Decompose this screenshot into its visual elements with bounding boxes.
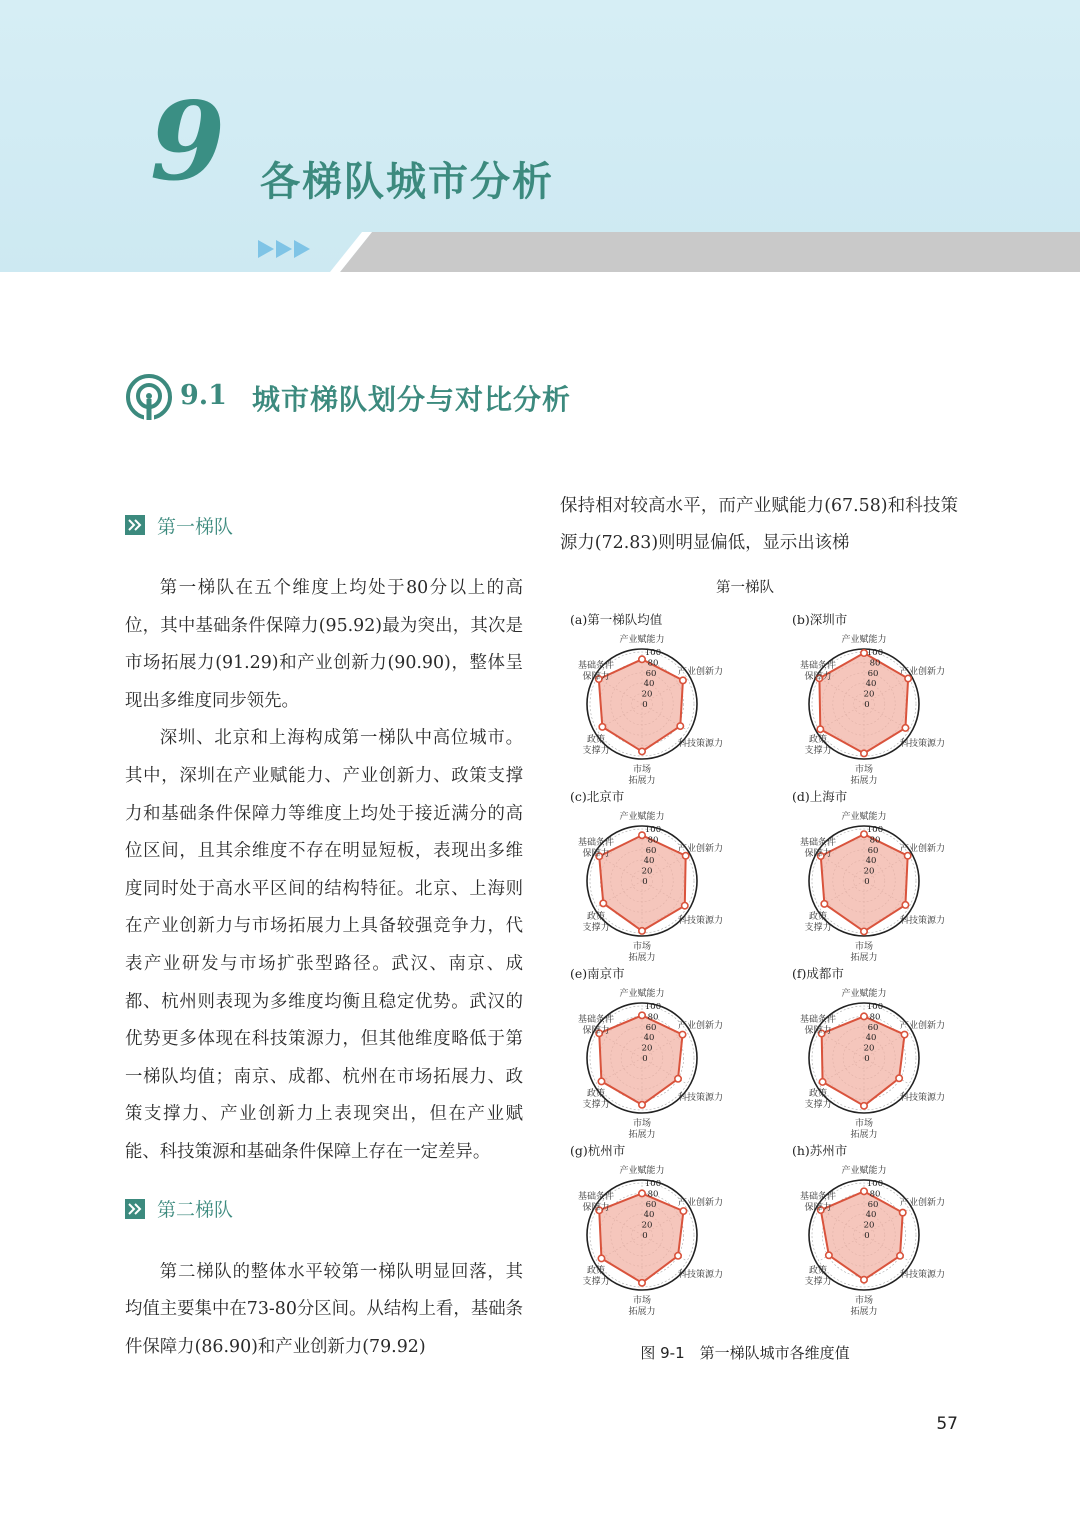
radar-tick-label: 60 (867, 1022, 879, 1033)
radar-tick-label: 100 (866, 1002, 884, 1012)
paragraph-1: 第一梯队在五个维度上均处于80分以上的高位，其中基础条件保障力(95.92)最为突出，其次是市场拓展力(91.29)和产业创新力(90.90)，整体呈现出多维度同步领先。 (125, 578, 523, 711)
radar-axis-label: 政策 (586, 1266, 606, 1276)
radar-tick-label: 60 (645, 1022, 657, 1033)
radar-tick-label: 20 (641, 1220, 653, 1231)
radar-panel-label: (c)北京市 (570, 789, 625, 804)
radar-tick-label: 80 (869, 1189, 881, 1200)
radar-axis-label: 科技策源力 (900, 916, 946, 926)
radar-axis-label: 科技策源力 (678, 739, 724, 749)
radar-data-point (861, 750, 867, 756)
radar-axis-label: 保障力 (582, 1026, 610, 1036)
radar-data-point (897, 1253, 903, 1259)
paragraph-2: 深圳、北京和上海构成第一梯队中高位城市。其中，深圳在产业赋能力、产业创新力、政策支撑力和基础条件保障力等维度上均处于接近满分的高位区间，且其余维度不存在明显短板，表现出多维度同时处于高水平区间的结构特征。北京、上海则在产业创新力与市场拓展力上具备较强竞争力，代表产业研发与市场扩张型路径。武汉、南京、成都、杭州则表现为多维度均衡且稳定优势。武汉的优势更多体现在科技策源力，但其他维度略低于第一梯队均值；南京、成都、杭州在市场拓展力、政策支撑力、产业创新力上表现突出，但在产业赋能、科技策源和基础条件保障上存在一定差异。 (125, 728, 523, 1162)
radar-tick-label: 80 (647, 1012, 659, 1023)
radar-data-point (600, 900, 606, 906)
radar-axis-label: 拓展力 (628, 1307, 656, 1317)
subheading-tier2-label: 第二梯队 (157, 1199, 234, 1221)
radar-panel-label: (b)深圳市 (792, 612, 848, 627)
radar-data-point (680, 677, 686, 683)
radar-tick-label: 20 (641, 1043, 653, 1054)
section-number: 9.1 (180, 380, 227, 411)
radar-axis-label: 市场 (854, 942, 874, 952)
radar-data-point (900, 1209, 906, 1215)
location-pin-icon (124, 372, 174, 422)
radar-axis-label: 保障力 (582, 1203, 610, 1213)
radar-panel-label: (e)南京市 (570, 966, 625, 981)
radar-data-point (821, 901, 827, 907)
radar-panel (570, 966, 723, 1140)
radar-axis-label: 基础条件 (799, 1015, 837, 1025)
radar-tick-label: 40 (865, 1210, 877, 1221)
radar-axis-label: 产业创新力 (678, 1021, 724, 1031)
radar-data-point (861, 1103, 867, 1109)
radar-tick-label: 100 (644, 1002, 662, 1012)
radar-axis-label: 产业创新力 (678, 844, 724, 854)
radar-tick-label: 100 (866, 1179, 884, 1189)
radar-tick-label: 0 (864, 1054, 870, 1064)
radar-tick-label: 20 (863, 866, 875, 877)
radar-panel (792, 789, 945, 963)
radar-axis-label: 基础条件 (577, 661, 615, 671)
radar-axis-label: 支撑力 (582, 1100, 610, 1110)
radar-data-point (639, 1102, 645, 1108)
radar-tick-label: 0 (642, 1054, 648, 1064)
radar-axis-label: 产业赋能力 (841, 635, 887, 645)
radar-axis-label: 政策 (586, 735, 606, 745)
figure-caption: 图 9-1 第一梯队城市各维度值 (640, 1344, 850, 1362)
radar-panel (792, 1143, 945, 1317)
radar-axis-label: 拓展力 (850, 1307, 878, 1317)
radar-data-point (639, 1190, 645, 1196)
radar-axis-label: 拓展力 (628, 1130, 656, 1140)
radar-data-point (902, 725, 908, 731)
radar-tick-label: 0 (864, 1231, 870, 1241)
left-column (125, 508, 523, 1366)
radar-axis-label: 保障力 (804, 1026, 832, 1036)
radar-axis-label: 拓展力 (628, 953, 656, 963)
radar-tick-label: 100 (644, 1179, 662, 1189)
radar-tick-label: 40 (865, 679, 877, 690)
radar-tick-label: 20 (863, 689, 875, 700)
radar-tick-label: 20 (863, 1043, 875, 1054)
radar-panel (792, 966, 945, 1140)
radar-axis-label: 支撑力 (582, 923, 610, 933)
radar-axis-label: 产业赋能力 (841, 812, 887, 822)
radar-axis-label: 产业创新力 (900, 1198, 946, 1208)
paragraph-3: 第二梯队的整体水平较第一梯队明显回落，其均值主要集中在73-80分区间。从结构上看，基础条件保障力(86.90)和产业创新力(79.92) (125, 1261, 523, 1357)
radar-axis-label: 科技策源力 (900, 1270, 946, 1280)
radar-axis-label: 保障力 (804, 849, 832, 859)
radar-axis-label: 基础条件 (577, 838, 615, 848)
radar-axis-label: 产业创新力 (678, 1198, 724, 1208)
radar-axis-label: 市场 (854, 765, 874, 775)
radar-axis-label: 政策 (808, 735, 828, 745)
radar-panel-label: (h)苏州市 (792, 1143, 848, 1158)
radar-tick-label: 20 (641, 866, 653, 877)
radar-data-point (819, 1079, 825, 1085)
radar-tick-label: 100 (866, 825, 884, 835)
radar-axis-label: 基础条件 (577, 1192, 615, 1202)
radar-axis-label: 保障力 (804, 672, 832, 682)
radar-tick-label: 40 (865, 856, 877, 867)
radar-data-point (826, 1252, 832, 1258)
radar-tick-label: 100 (644, 648, 662, 658)
chapter-number: 9 (150, 79, 226, 205)
radar-axis-label: 基础条件 (799, 661, 837, 671)
radar-tick-label: 60 (867, 1199, 879, 1210)
radar-data-point (861, 1277, 867, 1283)
radar-data-point (861, 928, 867, 934)
radar-axis-label: 科技策源力 (900, 1093, 946, 1103)
radar-series-area (821, 1191, 903, 1279)
radar-tick-label: 60 (867, 668, 879, 679)
radar-axis-label: 市场 (632, 1296, 652, 1306)
radar-axis-label: 产业赋能力 (841, 989, 887, 999)
radar-axis-label: 基础条件 (799, 1192, 837, 1202)
radar-axis-label: 产业创新力 (678, 667, 724, 677)
radar-tick-label: 60 (867, 845, 879, 856)
radar-axis-label: 支撑力 (804, 746, 832, 756)
radar-axis-label: 产业创新力 (900, 667, 946, 677)
radar-data-point (639, 928, 645, 934)
banner-stripe (0, 232, 1080, 272)
radar-data-point (639, 1280, 645, 1286)
radar-panel-label: (f)成都市 (792, 966, 844, 981)
radar-axis-label: 科技策源力 (900, 739, 946, 749)
radar-tick-label: 40 (643, 1210, 655, 1221)
radar-data-point (677, 723, 683, 729)
radar-axis-label: 政策 (808, 1089, 828, 1099)
radar-data-point (682, 903, 688, 909)
radar-tick-label: 80 (869, 835, 881, 846)
radar-axis-label: 市场 (854, 1296, 874, 1306)
radar-axis-label: 支撑力 (582, 1277, 610, 1287)
radar-panel (570, 1143, 723, 1317)
radar-axis-label: 政策 (586, 1089, 606, 1099)
radar-data-point (817, 726, 823, 732)
radar-tick-label: 20 (641, 689, 653, 700)
radar-axis-label: 政策 (808, 1266, 828, 1276)
subheading-tier2 (125, 1192, 523, 1226)
radar-axis-label: 拓展力 (850, 953, 878, 963)
radar-tick-label: 40 (865, 1033, 877, 1044)
radar-axis-label: 产业赋能力 (619, 635, 665, 645)
radar-axis-label: 支撑力 (804, 1100, 832, 1110)
chapter-title: 各梯队城市分析 (260, 159, 554, 205)
radar-axis-label: 市场 (854, 1119, 874, 1129)
radar-axis-label: 保障力 (804, 1203, 832, 1213)
radar-panel (570, 789, 723, 963)
radar-series-area (822, 1016, 905, 1105)
radar-data-point (902, 902, 908, 908)
triple-arrow-icon (258, 238, 318, 260)
radar-axis-label: 产业创新力 (900, 844, 946, 854)
radar-data-point (675, 1253, 681, 1259)
radar-axis-label: 市场 (632, 1119, 652, 1129)
page-number: 57 (936, 1414, 958, 1434)
radar-axis-label: 拓展力 (628, 776, 656, 786)
radar-data-point (680, 1208, 686, 1214)
radar-axis-label: 市场 (632, 765, 652, 775)
radar-data-point (901, 1031, 907, 1037)
subheading-tier1-label: 第一梯队 (157, 515, 234, 538)
radar-axis-label: 支撑力 (804, 923, 832, 933)
radar-axis-label: 产业赋能力 (619, 1166, 665, 1176)
radar-tick-label: 20 (863, 1220, 875, 1231)
radar-tick-label: 80 (869, 1012, 881, 1023)
radar-axis-label: 保障力 (582, 849, 610, 859)
radar-tick-label: 100 (644, 825, 662, 835)
radar-tick-label: 60 (645, 845, 657, 856)
radar-data-point (861, 1188, 867, 1194)
radar-tick-label: 60 (645, 1199, 657, 1210)
radar-axis-label: 拓展力 (850, 776, 878, 786)
right-column-text: 保持相对较高水平，而产业赋能力(67.58)和科技策源力(72.83)则明显偏低，显示出该梯 (560, 496, 958, 553)
radar-axis-label: 市场 (632, 942, 652, 952)
radar-tick-label: 60 (645, 668, 657, 679)
radar-axis-label: 科技策源力 (678, 1270, 724, 1280)
radar-data-point (598, 1078, 604, 1084)
radar-tick-label: 100 (866, 648, 884, 658)
radar-tick-label: 80 (647, 835, 659, 846)
chapter-banner (0, 0, 1080, 272)
section-title: 城市梯队划分与对比分析 (252, 383, 572, 416)
radar-data-point (861, 1013, 867, 1019)
radar-axis-label: 科技策源力 (678, 1093, 724, 1103)
radar-series-area (599, 1015, 682, 1104)
radar-panel (570, 612, 723, 786)
radar-data-point (598, 1255, 604, 1261)
radar-axis-label: 基础条件 (799, 838, 837, 848)
radar-panel-label: (g)杭州市 (570, 1143, 626, 1158)
radar-tick-label: 40 (643, 679, 655, 690)
radar-axis-label: 拓展力 (850, 1130, 878, 1140)
radar-panel-label: (a)第一梯队均值 (570, 612, 663, 627)
radar-tick-label: 80 (647, 658, 659, 669)
radar-data-point (675, 1076, 681, 1082)
radar-data-point (599, 724, 605, 730)
subheading-tier1 (125, 508, 523, 542)
radar-axis-label: 支撑力 (804, 1277, 832, 1287)
radar-data-point (639, 1012, 645, 1018)
double-chevron-icon (125, 1199, 145, 1219)
radar-axis-label: 产业赋能力 (619, 812, 665, 822)
radar-axis-label: 产业创新力 (900, 1021, 946, 1031)
radar-panel (792, 612, 945, 786)
radar-tick-label: 80 (869, 658, 881, 669)
radar-tick-label: 0 (642, 1231, 648, 1241)
radar-tick-label: 0 (642, 700, 648, 710)
radar-data-point (639, 748, 645, 754)
radar-series-area (599, 659, 683, 751)
radar-tick-label: 0 (642, 877, 648, 887)
radar-axis-label: 产业赋能力 (619, 989, 665, 999)
radar-axis-label: 保障力 (582, 672, 610, 682)
radar-axis-label: 政策 (808, 912, 828, 922)
radar-axis-label: 政策 (586, 912, 606, 922)
radar-axis-label: 支撑力 (582, 746, 610, 756)
radar-axis-label: 产业赋能力 (841, 1166, 887, 1176)
radar-chart-grid (556, 600, 976, 1330)
radar-data-point (679, 1031, 685, 1037)
radar-tick-label: 0 (864, 700, 870, 710)
radar-tick-label: 0 (864, 877, 870, 887)
radar-tick-label: 40 (643, 856, 655, 867)
radar-data-point (896, 1075, 902, 1081)
double-chevron-icon (125, 515, 145, 535)
radar-tick-label: 40 (643, 1033, 655, 1044)
radar-tick-label: 80 (647, 1189, 659, 1200)
radar-axis-label: 科技策源力 (678, 916, 724, 926)
radar-axis-label: 基础条件 (577, 1015, 615, 1025)
radar-panel-label: (d)上海市 (792, 789, 848, 804)
figure-title: 第一梯队 (716, 580, 774, 596)
